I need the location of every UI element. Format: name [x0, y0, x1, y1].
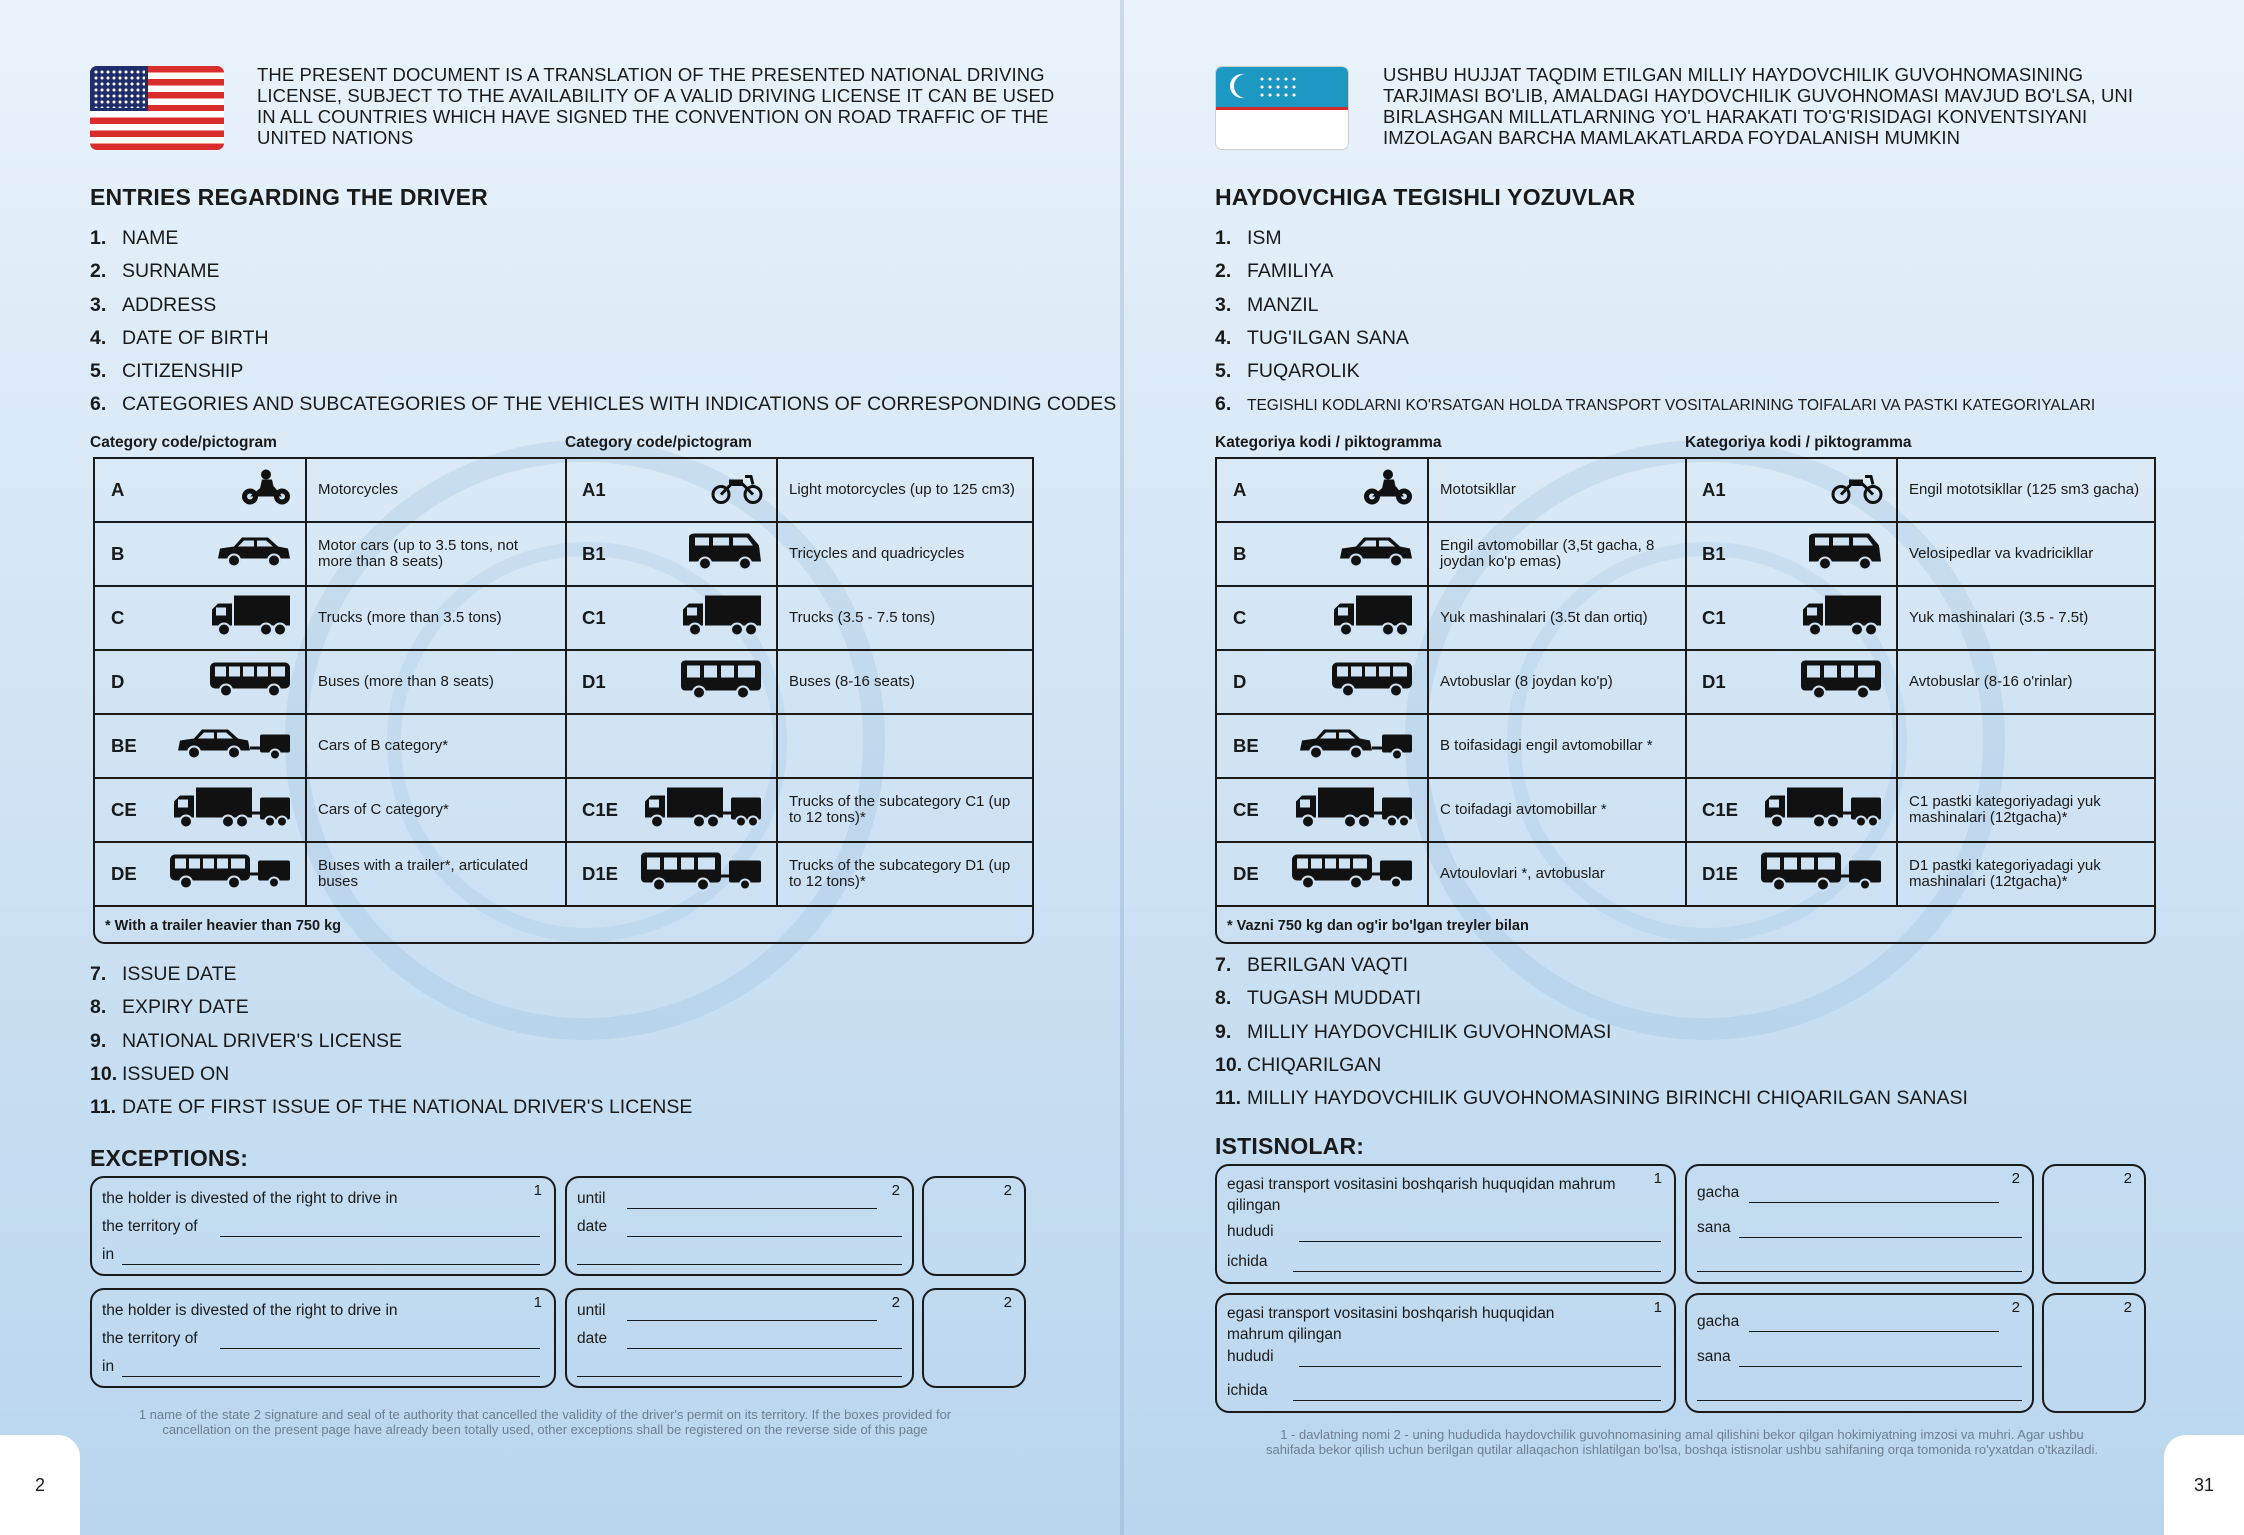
entry-issue-date: 7. ISSUE DATE [90, 963, 237, 985]
category-code [1217, 779, 1428, 841]
left-category-table [93, 457, 1034, 944]
van-icon [1807, 532, 1883, 577]
category-row [95, 651, 1032, 715]
category-code-text: C [111, 607, 125, 628]
category-code-text: D [111, 671, 125, 692]
category-description [1428, 843, 1686, 905]
category-code [95, 587, 306, 649]
category-code-text: BE [1233, 735, 1259, 756]
entry-berilgan-vaqti: 7. BERILGAN VAQTI [1215, 954, 1409, 976]
exception-territory-box-2[interactable]: 1 the holder is divested of the right to drive in the territory of in [90, 1288, 556, 1388]
category-row [95, 587, 1032, 651]
category-code-text: DE [111, 863, 137, 884]
table-divider [1427, 459, 1429, 907]
subcategory-code [1686, 715, 1897, 777]
minibus-trailer-icon [639, 851, 763, 898]
category-description [1428, 587, 1686, 649]
category-description-text: Buses (more than 8 seats) [318, 673, 494, 690]
subcategory-code-text: C1 [1702, 607, 1726, 628]
subcategory-description [777, 523, 1036, 585]
category-description [1428, 651, 1686, 713]
truck-trailer-icon [1294, 786, 1414, 835]
category-row [95, 843, 1032, 907]
subcategory-code-text: D1E [582, 863, 618, 884]
exception-seal-box-2[interactable]: 2 [922, 1288, 1026, 1388]
category-description-text: Yuk mashinalari (3.5t dan ortiq) [1440, 609, 1648, 626]
entry-address: 3. ADDRESS [90, 293, 217, 316]
subcategory-code [1686, 587, 1897, 649]
subcategory-code [566, 715, 777, 777]
category-description [306, 843, 566, 905]
category-code-text: C [1233, 607, 1247, 628]
subcategory-description [1897, 715, 2158, 777]
istisno-gacha-box-2[interactable]: 2 gacha sana [1685, 1293, 2034, 1413]
subcategory-description-text: Trucks of the subcategory D1 (up to 12 tons)* [789, 857, 1011, 890]
subcategory-description-text: Engil mototsikllar (125 sm3 gacha) [1909, 481, 2140, 498]
left-footnote: 1 name of the state 2 signature and seal of te authority that cancelled the validity of the driver's permit on its territory. If the boxes provided for cancellation on the present page have already been totally used, other exceptions shall be registered on the reverse side of this page [138, 1407, 952, 1437]
left-col-head-1: Category code/pictogram [90, 434, 277, 451]
category-code [1217, 715, 1428, 777]
subcategory-description [1897, 523, 2158, 585]
table-divider [565, 459, 567, 907]
category-description-text: Avtoulovlari *, avtobuslar [1440, 865, 1605, 882]
category-description [1428, 523, 1686, 585]
table-divider [305, 459, 307, 907]
entry-tugilgan-sana: 4. TUG'ILGAN SANA [1215, 326, 1409, 349]
subcategory-code-text: C1 [582, 607, 606, 628]
istisno-hudud-box-1[interactable]: 1 egasi transport vositasini boshqarish huquqidan mahrum qilingan hududi ichida [1215, 1164, 1676, 1284]
table-footnote: * Vazni 750 kg dan og'ir bo'lgan treyler bilan [1227, 918, 1529, 934]
entry-expiry-date: 8. EXPIRY DATE [90, 996, 249, 1019]
category-row [95, 523, 1032, 587]
category-code [1217, 843, 1428, 905]
subcategory-code [566, 779, 777, 841]
bus-trailer-icon [1290, 853, 1414, 896]
category-code-text: D [1233, 671, 1247, 692]
entry-chiqarilgan: 10. CHIQARILGAN [1215, 1053, 1382, 1076]
subcategory-description-text: D1 pastki kategoriyadagi yuk mashinalari (12tgacha)* [1909, 857, 2101, 890]
entry-fuqarolik: 5. FUQAROLIK [1215, 360, 1360, 383]
entry-date-of-birth: 4. DATE OF BIRTH [90, 326, 269, 349]
category-description [1428, 715, 1686, 777]
subcategory-description-text: Buses (8-16 seats) [789, 673, 915, 690]
category-code-text: B [111, 543, 125, 564]
entry-manzil: 3. MANZIL [1215, 293, 1319, 316]
exception-until-box-2[interactable]: 2 until date [565, 1288, 914, 1388]
truck-icon [210, 594, 292, 643]
category-description-text: Avtobuslar (8 joydan ko'p) [1440, 673, 1613, 690]
right-entries-list [1215, 222, 2215, 422]
entry-birinchi-chiqarilgan: 11. MILLIY HAYDOVCHILIK GUVOHNOMASINING BIRINCHI CHIQARILGAN SANASI [1215, 1087, 1968, 1110]
subcategory-code-text: B1 [1702, 543, 1726, 564]
van-icon [687, 532, 763, 577]
entry-national-license: 9. NATIONAL DRIVER'S LICENSE [90, 1029, 403, 1052]
category-code-text: A [111, 479, 125, 500]
usa-flag-icon [90, 66, 224, 150]
entry-tugash-muddati: 8. TUGASH MUDDATI [1215, 987, 1422, 1010]
category-code-text: DE [1233, 863, 1259, 884]
subcategory-description [1897, 587, 2158, 649]
category-description-text: C toifadagi avtomobillar * [1440, 801, 1607, 818]
right-entries-list-2 [1215, 949, 2215, 1115]
truck-icon [1332, 594, 1414, 643]
entry-citizenship: 5. CITIZENSHIP [90, 360, 244, 383]
left-entries-list [90, 222, 1117, 422]
subcategory-description-text: Tricycles and quadricycles [789, 545, 965, 562]
table-divider [1685, 459, 1687, 907]
table-footnote: * With a trailer heavier than 750 kg [105, 918, 341, 934]
car-icon [216, 535, 292, 574]
entry-milliy-guvohnoma: 9. MILLIY HAYDOVCHILIK GUVOHNOMASI [1215, 1020, 1612, 1043]
motorcycle-icon [1362, 469, 1414, 512]
subcategory-description [1897, 459, 2158, 521]
subcategory-code [566, 651, 777, 713]
subcategory-code-text: A1 [582, 479, 606, 500]
truck-icon [1801, 594, 1883, 643]
entry-name: 1. NAME [90, 227, 179, 249]
subcategory-code-text: D1 [1702, 671, 1726, 692]
right-header-text: USHBU HUJJAT TAQDIM ETILGAN MILLIY HAYDOVCHILIK GUVOHNOMASINING TARJIMASI BO'LIB, AMALDAGI HAYDOVCHILIK GUVOHNOMASI MAVJUD BO'LSA, UNI BIRLASHGAN MILLATLARNING YO'L HARAKATI TO'G'RISIDAGI KONVENTSIYANI IMZOLAGAN BARCHA MAMLAKATLARDA FOYDALANISH MUMKIN [1383, 64, 2134, 148]
category-code-text: CE [1233, 799, 1259, 820]
istisno-gacha-box-1[interactable]: 2 gacha sana [1685, 1164, 2034, 1284]
left-exceptions-title: EXCEPTIONS: [90, 1145, 249, 1171]
category-code [1217, 523, 1428, 585]
left-entries-list-2 [90, 958, 1090, 1124]
istisno-hudud-box-2[interactable]: 1 egasi transport vositasini boshqarish huquqidan mahrum qilingan hududi ichida [1215, 1293, 1676, 1413]
subcategory-description [1897, 843, 2158, 905]
category-description [306, 523, 566, 585]
right-category-table [1215, 457, 2156, 944]
subcategory-description [777, 651, 1036, 713]
minibus-icon [1799, 659, 1883, 706]
left-header [90, 66, 1070, 156]
subcategory-description [777, 843, 1036, 905]
left-section-title: ENTRIES REGARDING THE DRIVER [90, 184, 488, 210]
category-code [1217, 651, 1428, 713]
category-code [95, 715, 306, 777]
subcategory-code-text: B1 [582, 543, 606, 564]
car-trailer-icon [1298, 727, 1414, 766]
subcategory-code-text: C1E [1702, 799, 1738, 820]
subcategory-description-text: C1 pastki kategoriyadagi yuk mashinalari (12tgacha)* [1909, 793, 2101, 826]
right-section-title: HAYDOVCHIGA TEGISHLI YOZUVLAR [1215, 184, 1636, 210]
category-code [95, 779, 306, 841]
right-exceptions-title: ISTISNOLAR: [1215, 1133, 1365, 1159]
category-description-text: Motor cars (up to 3.5 tons, not more than 8 seats) [318, 537, 519, 570]
right-col-head-2: Kategoriya kodi / piktogramma [1685, 434, 1912, 451]
category-code-text: CE [111, 799, 137, 820]
uzbekistan-flag-icon [1215, 66, 1349, 150]
left-col-head-2: Category code/pictogram [565, 434, 752, 451]
subcategory-description [777, 779, 1036, 841]
subcategory-description [777, 459, 1036, 521]
right-page [1122, 0, 2244, 1535]
subcategory-description-text: Trucks (3.5 - 7.5 tons) [789, 609, 936, 626]
subcategory-code [1686, 651, 1897, 713]
subcategory-description [777, 587, 1036, 649]
truck-icon [681, 594, 763, 643]
subcategory-description-text: Light motorcycles (up to 125 cm3) [789, 481, 1015, 498]
category-code-text: B [1233, 543, 1247, 564]
subcategory-code [1686, 459, 1897, 521]
table-divider [776, 459, 778, 907]
right-page-number: 31 [2164, 1435, 2244, 1535]
category-description-text: Buses with a trailer*, articulated buses [318, 857, 529, 890]
category-code [95, 651, 306, 713]
truck-trailer-icon [1763, 786, 1883, 835]
subcategory-description-text: Yuk mashinalari (3.5 - 7.5t) [1909, 609, 2089, 626]
category-code-text: A [1233, 479, 1247, 500]
entry-first-issue-date: 11. DATE OF FIRST ISSUE OF THE NATIONAL DRIVER'S LICENSE [90, 1096, 693, 1119]
subcategory-code [566, 523, 777, 585]
istisno-muhr-box-2[interactable]: 2 [2042, 1293, 2146, 1413]
subcategory-code [566, 587, 777, 649]
subcategory-code [566, 459, 777, 521]
left-header-text: THE PRESENT DOCUMENT IS A TRANSLATION OF THE PRESENTED NATIONAL DRIVING LICENSE, SUBJECT TO THE AVAILABILITY OF A VALID DRIVING LICENSE IT CAN BE USED IN ALL COUNTRIES WHICH HAVE SIGNED THE CONVENTION ON ROAD TRAFFIC OF THE UNITED NATIONS [257, 64, 1055, 148]
subcategory-code [1686, 779, 1897, 841]
bus-trailer-icon [168, 853, 292, 896]
category-description [306, 779, 566, 841]
subcategory-description-text: Avtobuslar (8-16 o'rinlar) [1909, 673, 2073, 690]
right-footnote: 1 - davlatning nomi 2 - uning hududida haydovchilik guvohnomasining amal qilishini bekor qilgan hokimiyatning imzosi va muhri. Agar ushbu sahifada bekor qilish uchun berilgan qutilar allaqachon ishlatilgan bo'lsa, boshqa istisnolar ushbu sahifaning orqa tomonida ro'yxatdan o'tkaziladi. [1265, 1427, 2099, 1457]
subcategory-description [777, 715, 1036, 777]
exception-until-box-1[interactable]: 2 until date [565, 1176, 914, 1276]
light-motorcycle-icon [1831, 471, 1883, 510]
entry-categories: 6. CATEGORIES AND SUBCATEGORIES OF THE VEHICLES WITH INDICATIONS OF CORRESPONDING CODES [90, 393, 1117, 416]
entry-issued-on: 10. ISSUED ON [90, 1062, 230, 1085]
subcategory-description-text: Trucks of the subcategory C1 (up to 12 tons)* [789, 793, 1011, 826]
category-description [306, 459, 566, 521]
minibus-icon [679, 659, 763, 706]
entry-familiya: 2. FAMILIYA [1215, 260, 1334, 283]
subcategory-code-text: A1 [1702, 479, 1726, 500]
category-row [95, 779, 1032, 843]
category-code [1217, 459, 1428, 521]
subcategory-description [1897, 651, 2158, 713]
exception-seal-box-1[interactable]: 2 [922, 1176, 1026, 1276]
category-description [306, 651, 566, 713]
category-description [306, 715, 566, 777]
subcategory-code [1686, 843, 1897, 905]
entry-surname: 2. SURNAME [90, 260, 220, 283]
subcategory-description [1897, 779, 2158, 841]
truck-trailer-icon [643, 786, 763, 835]
category-code [95, 843, 306, 905]
category-code [1217, 587, 1428, 649]
subcategory-code [566, 843, 777, 905]
minibus-trailer-icon [1759, 851, 1883, 898]
category-row [95, 459, 1032, 523]
category-description-text: Engil avtomobillar (3,5t gacha, 8 joydan ko'p emas) [1440, 537, 1655, 570]
entry-toifalar: 6. TEGISHLI KODLARNI KO'RSATGAN HOLDA TRANSPORT VOSITALARINING TOIFALARI VA PASTKI KATEGORIYALARI [1215, 393, 2096, 416]
subcategory-code [1686, 523, 1897, 585]
entry-ism: 1. ISM [1215, 227, 1282, 249]
category-code [95, 523, 306, 585]
light-motorcycle-icon [711, 471, 763, 510]
exception-territory-box-1[interactable]: 1 the holder is divested of the right to drive in the territory of in [90, 1176, 556, 1276]
category-description-text: B toifasidagi engil avtomobillar * [1440, 737, 1653, 754]
bus-icon [208, 661, 292, 704]
table-divider [1896, 459, 1898, 907]
category-row [95, 715, 1032, 779]
category-code [95, 459, 306, 521]
category-description [1428, 779, 1686, 841]
istisno-muhr-box-1[interactable]: 2 [2042, 1164, 2146, 1284]
subcategory-code-text: D1 [582, 671, 606, 692]
category-description-text: Cars of C category* [318, 801, 449, 818]
right-col-head-1: Kategoriya kodi / piktogramma [1215, 434, 1442, 451]
car-icon [1338, 535, 1414, 574]
truck-trailer-icon [172, 786, 292, 835]
category-description-text: Trucks (more than 3.5 tons) [318, 609, 502, 626]
bus-icon [1330, 661, 1414, 704]
motorcycle-icon [240, 469, 292, 512]
category-code-text: BE [111, 735, 137, 756]
subcategory-code-text: C1E [582, 799, 618, 820]
category-description-text: Motorcycles [318, 481, 399, 498]
subcategory-description-text: Velosipedlar va kvadricikllar [1909, 545, 2094, 562]
category-description-text: Mototsikllar [1440, 481, 1516, 498]
car-trailer-icon [176, 727, 292, 766]
category-description [306, 587, 566, 649]
right-header [1215, 66, 2195, 156]
category-description-text: Cars of B category* [318, 737, 449, 754]
subcategory-code-text: D1E [1702, 863, 1738, 884]
left-page-number: 2 [0, 1435, 80, 1535]
category-description [1428, 459, 1686, 521]
